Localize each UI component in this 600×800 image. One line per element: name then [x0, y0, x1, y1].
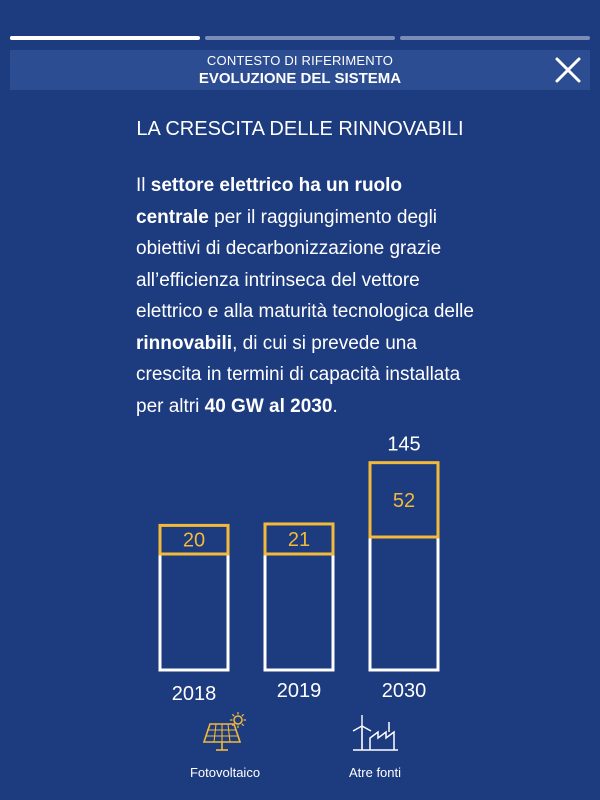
body-emphasis: rinnovabili	[136, 332, 233, 354]
section-title: EVOLUZIONE DEL SISTEMA	[198, 70, 402, 87]
solar-panel-icon	[200, 712, 250, 756]
total-label-2030: 145	[387, 433, 421, 456]
category-label-2030: 2030	[381, 680, 427, 702]
category-label-2019: 2019	[276, 680, 322, 702]
category-label-2018: 2018	[171, 683, 217, 705]
body-run: per il raggiungimento degli obiettivi di decarbonizzazione grazie all’efficienza intrinseca del vettore elettrico e alla maturità tecnologica delle	[136, 206, 474, 322]
wind-factory-icon	[350, 712, 400, 756]
data-label-solar-2019: 21	[287, 528, 311, 551]
body-emphasis: settore elettrico ha un ruolo centrale	[136, 175, 403, 228]
body-emphasis: 40 GW al 2030	[204, 395, 333, 417]
legend-label-solar: Fotovoltaico	[189, 765, 261, 780]
bar-other-2030	[370, 537, 438, 670]
body-run: .	[332, 395, 338, 417]
page-title: LA CRESCITA DELLE RINNOVABILI	[136, 118, 464, 140]
section-kicker: CONTESTO DI RIFERIMENTO	[206, 53, 394, 68]
body-run: , di cui si prevede una crescita in termini di capacità installata per altri	[136, 332, 461, 417]
data-label-solar-2030: 52	[392, 489, 416, 512]
body-run: Il	[136, 175, 151, 196]
bar-other-2019	[265, 554, 333, 670]
legend-item-other	[315, 712, 435, 780]
legend-label-other: Atre fonti	[348, 765, 402, 780]
bar-other-2018	[160, 554, 228, 670]
data-label-solar-2018: 20	[182, 529, 206, 552]
legend-item-solar	[165, 712, 285, 780]
